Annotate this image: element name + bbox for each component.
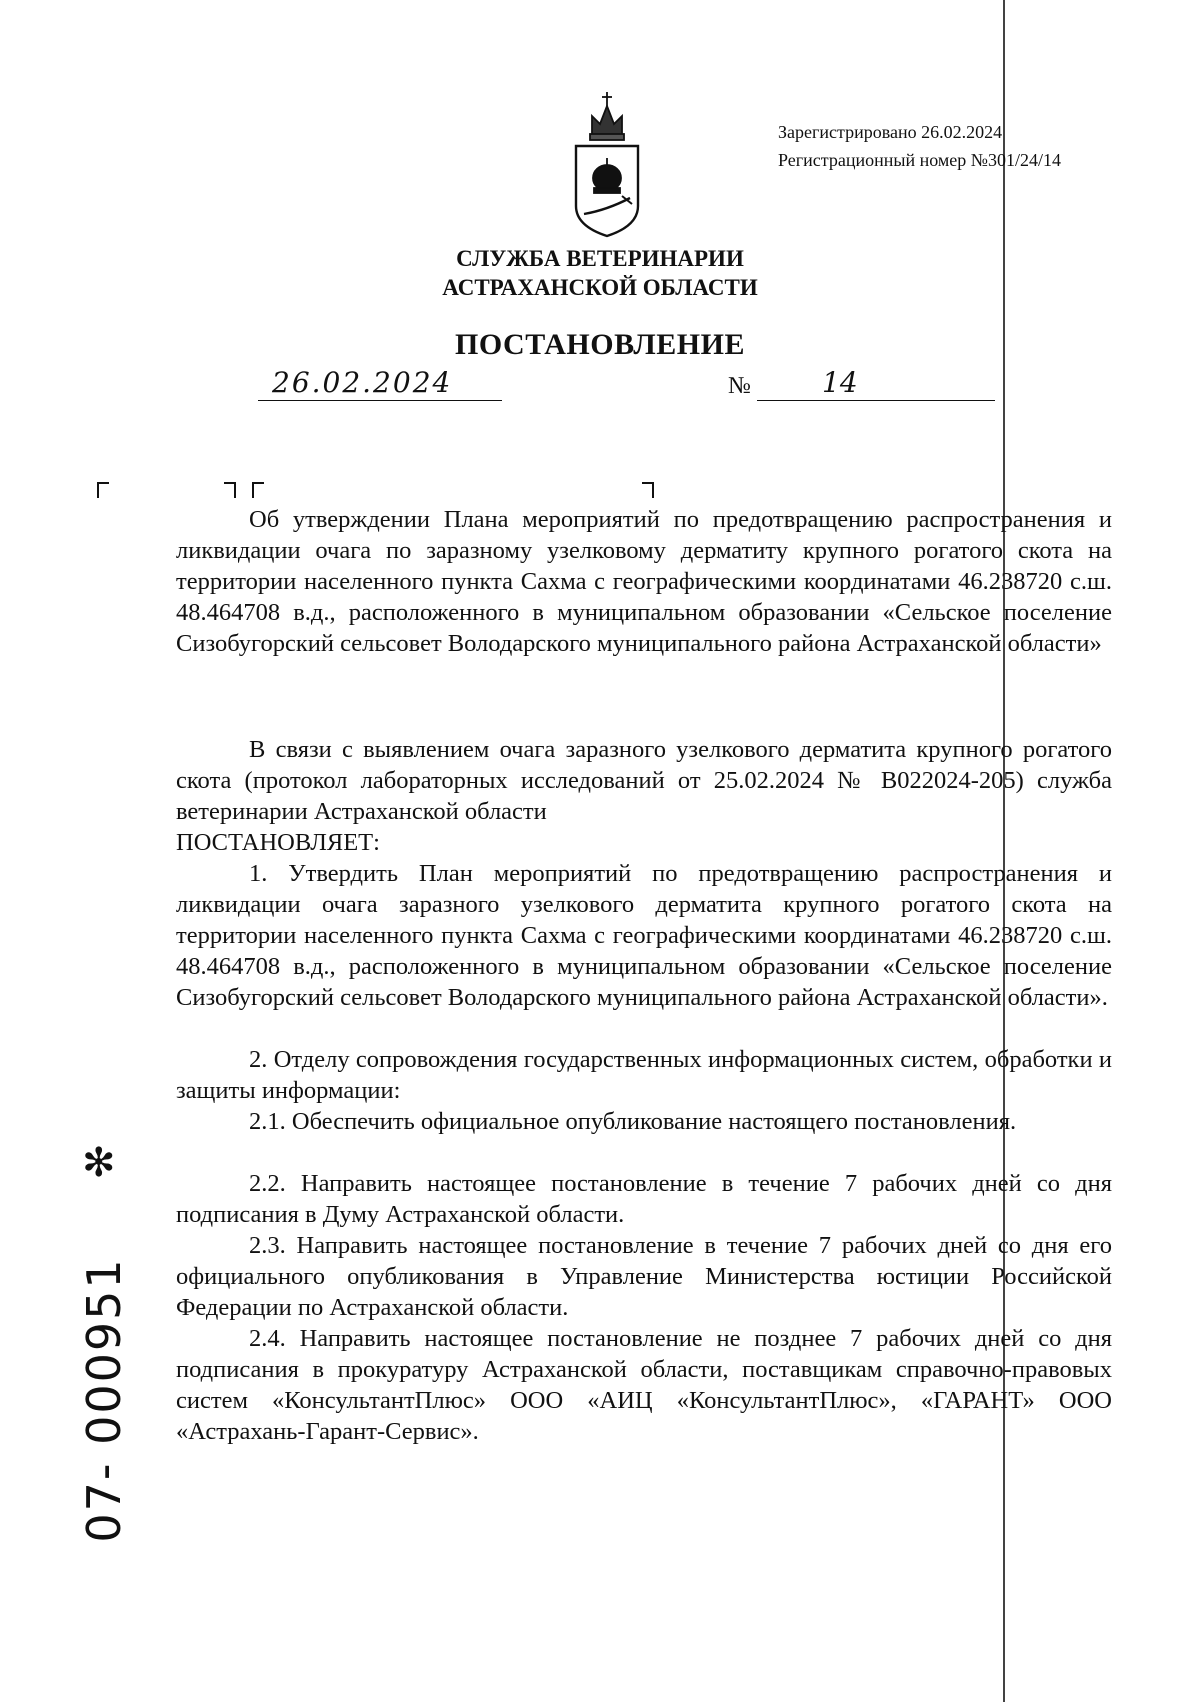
side-mark-icon: ✻	[82, 1140, 116, 1186]
org-line-1: СЛУЖБА ВЕТЕРИНАРИИ	[456, 246, 744, 271]
coat-of-arms-emblem	[570, 86, 644, 238]
preamble-paragraph: В связи с выявлением очага заразного узелкового дерматита крупного рогатого скота (протокол лабораторных исследований от 25.02.2024 № В022024-205) служба ветеринарии Астраханской области	[176, 736, 1112, 825]
item-2-4: 2.4. Направить настоящее постановление не позднее 7 рабочих дней со дня подписания в прокуратуру Астраханской области, поставщикам справочно-правовых систем «КонсультантПлюс» ООО «АИЦ «КонсультантПлюс», «ГАРАНТ» ООО «Астрахань-Гарант-Сервис».	[176, 1325, 1112, 1445]
date-underline	[258, 400, 502, 401]
number-label: №	[728, 373, 751, 399]
item-2-3: 2.3. Направить настоящее постановление в течение 7 рабочих дней со дня его официального опубликования в Управление Министерства юстиции Российской Федерации по Астраханской области.	[176, 1232, 1112, 1321]
number-underline	[757, 400, 995, 401]
org-line-2: АСТРАХАНСКОЙ ОБЛАСТИ	[442, 275, 758, 300]
registration-number: Регистрационный номер №301/24/14	[778, 150, 1061, 170]
registration-date: Зарегистрировано 26.02.2024	[778, 122, 1003, 142]
bracket-top-left-b	[252, 482, 264, 498]
bracket-top-left	[97, 482, 109, 498]
side-stamp-number: 07- 000951	[77, 1257, 131, 1543]
handwritten-date: 26.02.2024	[272, 366, 453, 399]
document-type: ПОСТАНОВЛЕНИЕ	[455, 328, 745, 361]
title-paragraph: Об утверждении Плана мероприятий по предотвращению распространения и ликвидации очага по заразному узелковому дерматиту крупного рогатого скота на территории населенного пункта Сахма с географическими координатами 46.238720 с.ш. 48.464708 в.д., расположенного в муниципальном образовании «Сельское поселение Сизобугорский сельсовет Володарского муниципального района Астраханской области»	[176, 506, 1112, 657]
item-1: 1. Утвердить План мероприятий по предотвращению распространения и ликвидации очага заразного узелкового дерматита крупного рогатого скота на территории населенного пункта Сахма с географическими координатами 46.238720 с.ш. 48.464708 в.д., расположенного в муниципальном образовании «Сельское поселение Сизобугорский сельсовет Володарского муниципального района Астраханской области».	[176, 860, 1112, 1011]
side-registration-stamp	[74, 1230, 134, 1570]
registration-stamp	[778, 118, 1061, 174]
item-2-1: 2.1. Обеспечить официальное опубликование настоящего постановления.	[249, 1108, 1017, 1135]
bracket-top-right-a	[224, 482, 236, 498]
bracket-top-right	[642, 482, 654, 498]
item-2: 2. Отделу сопровождения государственных информационных систем, обработки и защиты информации:	[176, 1046, 1112, 1104]
handwritten-number: 14	[822, 366, 858, 399]
resolve-word: ПОСТАНОВЛЯЕТ:	[176, 829, 380, 856]
organization-name	[300, 244, 900, 302]
item-2-2: 2.2. Направить настоящее постановление в течение 7 рабочих дней со дня подписания в Думу Астраханской области.	[176, 1170, 1112, 1228]
